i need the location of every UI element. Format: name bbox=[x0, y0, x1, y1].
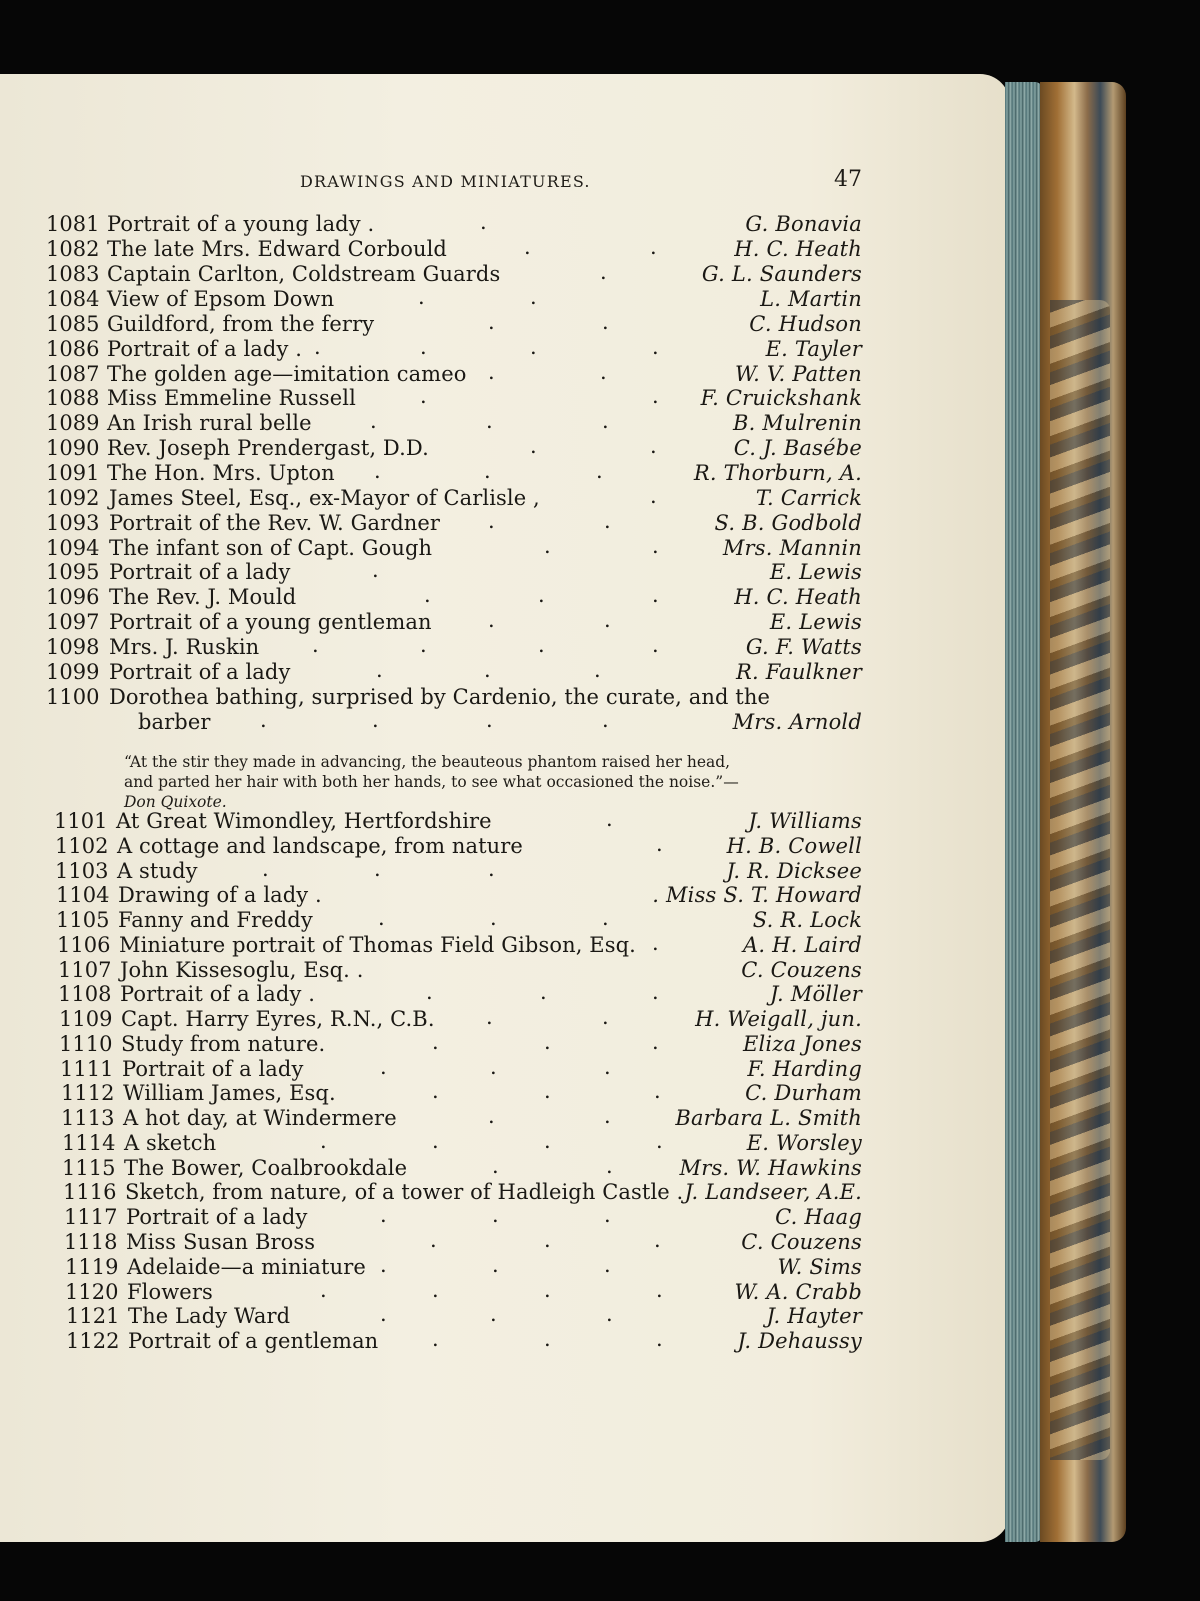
entry-artist: L. Martin bbox=[760, 287, 862, 311]
entry-number: 1083 bbox=[46, 262, 100, 286]
entry-artist: S. R. Lock bbox=[752, 908, 862, 932]
leader-dot: . bbox=[486, 1005, 493, 1029]
entry-number: 1107 bbox=[58, 958, 112, 982]
leader-dot: . bbox=[380, 1055, 387, 1079]
leader-dot: . bbox=[602, 310, 609, 334]
leader-dot: . bbox=[484, 459, 491, 483]
entry-artist: Mrs. W. Hawkins bbox=[679, 1156, 862, 1180]
leader-dot: . bbox=[652, 583, 659, 607]
catalogue-entry bbox=[0, 560, 862, 586]
entry-number: 1087 bbox=[46, 362, 100, 386]
leader-dot: . bbox=[260, 708, 267, 732]
entry-number: 1096 bbox=[46, 585, 100, 609]
leader-dot: . bbox=[262, 857, 269, 881]
entry-title: Guildford, from the ferry bbox=[107, 312, 375, 336]
leader-dot: . bbox=[544, 1079, 551, 1103]
entry-title: Study from nature. bbox=[121, 1032, 326, 1056]
entry-artist: C. J. Basébe bbox=[733, 436, 862, 460]
leader-dot: . bbox=[420, 384, 427, 408]
leader-dot: . bbox=[606, 1154, 613, 1178]
leader-dot: . bbox=[380, 1302, 387, 1326]
entry-number: 1104 bbox=[56, 883, 110, 907]
leader-dot: . bbox=[656, 832, 663, 856]
entry-title: Adelaide—a miniature bbox=[127, 1255, 366, 1279]
page-edges bbox=[1005, 82, 1043, 1542]
entry-title: A study bbox=[117, 859, 198, 883]
catalogue-entry bbox=[0, 362, 862, 388]
entry-title: James Steel, Esq., ex-Mayor of Carlisle , bbox=[109, 486, 540, 510]
entry-artist: J. Dehaussy bbox=[737, 1329, 862, 1353]
entry-artist: W. A. Crabb bbox=[734, 1280, 862, 1304]
catalogue-entry bbox=[0, 237, 862, 263]
running-head: DRAWINGS AND MINIATURES. bbox=[300, 172, 591, 191]
entry-artist: J. Williams bbox=[748, 809, 862, 833]
leader-dot: . bbox=[652, 633, 659, 657]
entry-title: The Lady Ward bbox=[128, 1304, 291, 1328]
entry-number: 1119 bbox=[65, 1255, 119, 1279]
leader-dot: . bbox=[604, 608, 611, 632]
entry-title: Portrait of a young lady . bbox=[107, 212, 375, 236]
entry-number: 1114 bbox=[62, 1131, 116, 1155]
leader-dot: . bbox=[604, 1203, 611, 1227]
entry-artist: E. Lewis bbox=[769, 560, 862, 584]
entry-artist: H. Weigall, jun. bbox=[695, 1007, 862, 1031]
leader-dot: . bbox=[606, 807, 613, 831]
entry-artist: C. Durham bbox=[745, 1081, 862, 1105]
catalogue-entry bbox=[0, 1280, 862, 1306]
leader-dot: . bbox=[650, 235, 657, 259]
leader-dot: . bbox=[652, 534, 659, 558]
catalogue-entry bbox=[0, 883, 862, 909]
entry-title: The infant son of Capt. Gough bbox=[109, 536, 433, 560]
entry-title: Capt. Harry Eyres, R.N., C.B. bbox=[121, 1007, 435, 1031]
leader-dot: . bbox=[380, 1253, 387, 1277]
catalogue-entry bbox=[0, 1329, 862, 1355]
leader-dot: . bbox=[480, 210, 487, 234]
entry-title: The Bower, Coalbrookdale bbox=[124, 1156, 408, 1180]
leader-dot: . bbox=[656, 1278, 663, 1302]
entry-title: The Rev. J. Mould bbox=[109, 585, 297, 609]
entry-artist: W. V. Patten bbox=[734, 362, 862, 386]
leader-dot: . bbox=[432, 1278, 439, 1302]
entry-title: William James, Esq. bbox=[123, 1081, 336, 1105]
leader-dot: . bbox=[314, 335, 321, 359]
leader-dot: . bbox=[596, 459, 603, 483]
entry-artist: R. Thorburn, A. bbox=[693, 461, 862, 485]
leader-dot: . bbox=[380, 1203, 387, 1227]
leader-dot: . bbox=[652, 1030, 659, 1054]
leader-dot: . bbox=[530, 434, 537, 458]
entry-artist: B. Mulrenin bbox=[733, 411, 862, 435]
catalogue-entry bbox=[0, 933, 862, 959]
leader-dot: . bbox=[484, 658, 491, 682]
entry-title: A cottage and landscape, from nature bbox=[117, 834, 523, 858]
leader-dot: . bbox=[650, 484, 657, 508]
leader-dot: . bbox=[654, 1228, 661, 1252]
catalogue-entry bbox=[0, 1156, 862, 1182]
leader-dot: . bbox=[530, 285, 537, 309]
entry-artist: W. Sims bbox=[777, 1255, 862, 1279]
page-number: 47 bbox=[834, 167, 862, 192]
leader-dot: . bbox=[372, 708, 379, 732]
entry-number: 1113 bbox=[61, 1106, 115, 1130]
entry-title: Portrait of a lady . bbox=[107, 337, 302, 361]
entry-title: View of Epsom Down bbox=[107, 287, 335, 311]
catalogue-entry bbox=[0, 337, 862, 363]
entry-title: A hot day, at Windermere bbox=[123, 1106, 397, 1130]
leader-dot: . bbox=[652, 980, 659, 1004]
leader-dot: . bbox=[544, 1278, 551, 1302]
leader-dot: . bbox=[600, 360, 607, 384]
entry-number: 1098 bbox=[46, 635, 100, 659]
entry-number: 1088 bbox=[46, 386, 100, 410]
entry-artist: Barbara L. Smith bbox=[675, 1106, 862, 1130]
entry-title: John Kissesoglu, Esq. . bbox=[120, 958, 364, 982]
leader-dot: . bbox=[432, 1030, 439, 1054]
entry-number: 1112 bbox=[61, 1081, 115, 1105]
entry-title: An Irish rural belle bbox=[107, 411, 312, 435]
quote-source: Don Quixote. bbox=[124, 793, 227, 811]
leader-dot: . bbox=[488, 1104, 495, 1128]
entry-number: 1101 bbox=[54, 809, 108, 833]
leader-dot: . bbox=[492, 1154, 499, 1178]
catalogue-entry bbox=[0, 1081, 862, 1107]
leader-dot: . bbox=[600, 260, 607, 284]
leader-dot: . bbox=[654, 1079, 661, 1103]
leader-dot: . bbox=[524, 235, 531, 259]
entry-artist: C. Couzens bbox=[741, 1230, 862, 1254]
entry-title: Portrait of a young gentleman bbox=[109, 610, 432, 634]
entry-number: 1089 bbox=[46, 411, 100, 435]
entry-artist: J. Hayter bbox=[766, 1304, 862, 1328]
leader-dot: . bbox=[604, 509, 611, 533]
leader-dot: . bbox=[374, 857, 381, 881]
entry-number: 1099 bbox=[46, 660, 100, 684]
entry-number: 1115 bbox=[62, 1156, 116, 1180]
leader-dot: . bbox=[602, 409, 609, 433]
entry-artist: S. B. Godbold bbox=[714, 511, 862, 535]
leader-dot: . bbox=[538, 633, 545, 657]
entry-title: Drawing of a lady . bbox=[118, 883, 322, 907]
entry-artist: H. B. Cowell bbox=[726, 834, 862, 858]
catalogue-entry bbox=[0, 1131, 862, 1157]
entry-number: 1084 bbox=[46, 287, 100, 311]
catalogue-entry bbox=[0, 287, 862, 313]
leader-dot: . bbox=[320, 1278, 327, 1302]
entry-artist: E. Tayler bbox=[765, 337, 862, 361]
catalogue-entry bbox=[0, 486, 862, 512]
entry-artist: F. Harding bbox=[747, 1057, 862, 1081]
entry-number: 1081 bbox=[46, 212, 100, 236]
quote-line: “At the stir they made in advancing, the beauteous phantom raised her head, bbox=[124, 753, 731, 771]
catalogue-entry bbox=[0, 982, 862, 1008]
entry-number: 1103 bbox=[55, 859, 109, 883]
leader-dot: . bbox=[420, 633, 427, 657]
leader-dot: . bbox=[426, 980, 433, 1004]
entry-number: 1086 bbox=[46, 337, 100, 361]
leader-dot: . bbox=[370, 409, 377, 433]
entry-artist: A. H. Laird bbox=[742, 933, 862, 957]
entry-number: 1106 bbox=[57, 933, 111, 957]
catalogue-entry bbox=[0, 685, 862, 711]
catalogue-entry bbox=[0, 635, 862, 661]
entry-title: Fanny and Freddy bbox=[118, 908, 313, 932]
entry-number: 1120 bbox=[65, 1280, 119, 1304]
entry-artist: Eliza Jones bbox=[742, 1032, 862, 1056]
leader-dot: . bbox=[544, 1327, 551, 1351]
entry-number: 1092 bbox=[46, 486, 100, 510]
entry-number: 1093 bbox=[46, 511, 100, 535]
leader-dot: . bbox=[488, 360, 495, 384]
entry-artist: F. Cruickshank bbox=[700, 386, 862, 410]
catalogue-entry bbox=[0, 212, 862, 238]
leader-dot: . bbox=[540, 980, 547, 1004]
leader-dot: . bbox=[378, 906, 385, 930]
entry-number: 1122 bbox=[66, 1329, 120, 1353]
catalogue-entry bbox=[0, 511, 862, 537]
entry-number: 1111 bbox=[60, 1057, 114, 1081]
entry-title: barber bbox=[138, 710, 211, 734]
leader-dot: . bbox=[604, 1055, 611, 1079]
entry-title: Portrait of a lady bbox=[126, 1205, 308, 1229]
entry-title: A sketch bbox=[124, 1131, 217, 1155]
entry-artist: R. Faulkner bbox=[736, 660, 862, 684]
leader-dot: . bbox=[320, 1129, 327, 1153]
entry-title: At Great Wimondley, Hertfordshire bbox=[116, 809, 492, 833]
entry-artist: J. Möller bbox=[770, 982, 862, 1006]
leader-dot: . bbox=[544, 534, 551, 558]
leader-dot: . bbox=[544, 1228, 551, 1252]
entry-title: Captain Carlton, Coldstream Guards bbox=[107, 262, 501, 286]
entry-artist: Mrs. Mannin bbox=[722, 536, 862, 560]
leader-dot: . bbox=[488, 509, 495, 533]
entry-artist: C. Couzens bbox=[741, 958, 862, 982]
entry-artist: C. Hudson bbox=[749, 312, 862, 336]
entry-artist: C. Haag bbox=[775, 1205, 862, 1229]
entry-number: 1110 bbox=[59, 1032, 113, 1056]
leader-dot: . bbox=[312, 633, 319, 657]
leader-dot: . bbox=[652, 335, 659, 359]
leader-dot: . bbox=[602, 708, 609, 732]
catalogue-entry bbox=[0, 411, 862, 437]
leader-dot: . bbox=[650, 434, 657, 458]
entry-number: 1090 bbox=[46, 436, 100, 460]
entry-number: 1091 bbox=[46, 461, 100, 485]
leader-dot: . bbox=[544, 1129, 551, 1153]
leader-dot: . bbox=[432, 1129, 439, 1153]
entry-artist: H. C. Heath bbox=[734, 585, 862, 609]
catalogue-entry bbox=[0, 1304, 862, 1330]
leader-dot: . bbox=[492, 1203, 499, 1227]
entry-title: Miss Susan Bross bbox=[126, 1230, 316, 1254]
leader-dot: . bbox=[656, 1129, 663, 1153]
leader-dot: . bbox=[424, 583, 431, 607]
entry-title: Portrait of a gentleman bbox=[128, 1329, 379, 1353]
entry-number: 1097 bbox=[46, 610, 100, 634]
entry-title: Miniature portrait of Thomas Field Gibson, Esq. bbox=[119, 933, 636, 957]
catalogue-entry bbox=[0, 1032, 862, 1058]
entry-artist: J. R. Dicksee bbox=[726, 859, 862, 883]
entry-artist: T. Carrick bbox=[755, 486, 862, 510]
entry-title: Portrait of a lady bbox=[109, 660, 291, 684]
quotation bbox=[124, 752, 824, 812]
entry-artist: J. Landseer, A.E. bbox=[684, 1180, 862, 1204]
entry-number: 1095 bbox=[46, 560, 100, 584]
leader-dot: . bbox=[376, 658, 383, 682]
leader-dot: . bbox=[374, 459, 381, 483]
leader-dot: . bbox=[486, 708, 493, 732]
entry-number: 1082 bbox=[46, 237, 100, 261]
leader-dot: . bbox=[604, 1253, 611, 1277]
catalogue-entry bbox=[0, 1230, 862, 1256]
leader-dot: . bbox=[432, 1079, 439, 1103]
entry-artist: G. Bonavia bbox=[745, 212, 862, 236]
catalogue-entry bbox=[0, 908, 862, 934]
entry-number: 1105 bbox=[56, 908, 110, 932]
entry-number: 1094 bbox=[46, 536, 100, 560]
leader-dot: . bbox=[530, 335, 537, 359]
leader-dot: . bbox=[602, 1005, 609, 1029]
entry-number: 1108 bbox=[58, 982, 112, 1006]
entry-title: Portrait of a lady bbox=[122, 1057, 304, 1081]
leader-dot: . bbox=[418, 285, 425, 309]
entry-number: 1116 bbox=[63, 1180, 117, 1204]
entry-artist: G. F. Watts bbox=[745, 635, 862, 659]
leader-dot: . bbox=[606, 1302, 613, 1326]
catalogue-entry bbox=[0, 536, 862, 562]
catalogue-entry bbox=[0, 386, 862, 412]
leader-dot: . bbox=[486, 409, 493, 433]
catalogue-entry bbox=[0, 859, 862, 885]
entry-number: 1085 bbox=[46, 312, 100, 336]
catalogue-entry bbox=[0, 1106, 862, 1132]
catalogue-entry bbox=[0, 1007, 862, 1033]
leader-dot: . bbox=[602, 906, 609, 930]
leader-dot: . bbox=[490, 1055, 497, 1079]
entry-title: Portrait of a lady bbox=[109, 560, 291, 584]
entry-number: 1121 bbox=[66, 1304, 120, 1328]
entry-title: Flowers bbox=[127, 1280, 213, 1304]
entry-title: Miss Emmeline Russell bbox=[107, 386, 356, 410]
entry-title: The late Mrs. Edward Corbould bbox=[107, 237, 447, 261]
entry-number: 1109 bbox=[59, 1007, 113, 1031]
catalogue-entry bbox=[0, 312, 862, 338]
catalogue-entry bbox=[0, 610, 862, 636]
catalogue-entry bbox=[0, 461, 862, 487]
entry-title: Sketch, from nature, of a tower of Hadleigh Castle . bbox=[125, 1180, 684, 1204]
catalogue-entry bbox=[0, 262, 862, 288]
leader-dot: . bbox=[594, 658, 601, 682]
leader-dot: . bbox=[656, 1327, 663, 1351]
leader-dot: . bbox=[652, 931, 659, 955]
leader-dot: . bbox=[490, 906, 497, 930]
leader-dot: . bbox=[430, 1228, 437, 1252]
catalogue-entry bbox=[0, 585, 862, 611]
leader-dot: . bbox=[488, 857, 495, 881]
entry-number: 1102 bbox=[55, 834, 109, 858]
leader-dot: . bbox=[488, 310, 495, 334]
leader-dot: . bbox=[488, 608, 495, 632]
catalogue-entry bbox=[0, 834, 862, 860]
leader-dot: . bbox=[420, 335, 427, 359]
entry-artist: G. L. Saunders bbox=[701, 262, 862, 286]
entry-title: Mrs. J. Ruskin bbox=[109, 635, 260, 659]
entry-artist: Mrs. Arnold bbox=[732, 710, 862, 734]
catalogue-entry bbox=[0, 1180, 862, 1206]
leader-dot: . bbox=[652, 384, 659, 408]
leader-dot: . bbox=[538, 583, 545, 607]
marbled-cover-pattern bbox=[1050, 300, 1110, 1460]
entry-title: Rev. Joseph Prendergast, D.D. bbox=[107, 436, 429, 460]
entry-number: 1117 bbox=[64, 1205, 118, 1229]
entry-number: 1118 bbox=[64, 1230, 118, 1254]
leader-dot: . bbox=[492, 1253, 499, 1277]
quote-line: and parted her hair with both her hands, to see what occasioned the noise.”— bbox=[124, 773, 739, 791]
entry-number: 1100 bbox=[46, 685, 100, 709]
catalogue-entry bbox=[0, 1057, 862, 1083]
entry-artist: . Miss S. T. Howard bbox=[652, 883, 862, 907]
leader-dot: . bbox=[544, 1030, 551, 1054]
entry-title: Dorothea bathing, surprised by Cardenio, the curate, and the bbox=[109, 685, 770, 709]
entry-title: The golden age—imitation cameo bbox=[107, 362, 467, 386]
entry-title: The Hon. Mrs. Upton bbox=[107, 461, 335, 485]
leader-dot: . bbox=[432, 1327, 439, 1351]
leader-dot: . bbox=[604, 1104, 611, 1128]
leader-dot: . bbox=[490, 1302, 497, 1326]
entry-title: Portrait of the Rev. W. Gardner bbox=[109, 511, 441, 535]
catalogue-entry bbox=[0, 660, 862, 686]
entry-title: Portrait of a lady . bbox=[120, 982, 315, 1006]
catalogue-entry bbox=[0, 809, 862, 835]
catalogue-entry bbox=[0, 436, 862, 462]
leader-dot: . bbox=[372, 558, 379, 582]
catalogue-entry bbox=[0, 1255, 862, 1281]
catalogue-entry bbox=[0, 710, 862, 736]
entry-artist: E. Worsley bbox=[746, 1131, 862, 1155]
entry-artist: E. Lewis bbox=[769, 610, 862, 634]
entry-artist: H. C. Heath bbox=[734, 237, 862, 261]
